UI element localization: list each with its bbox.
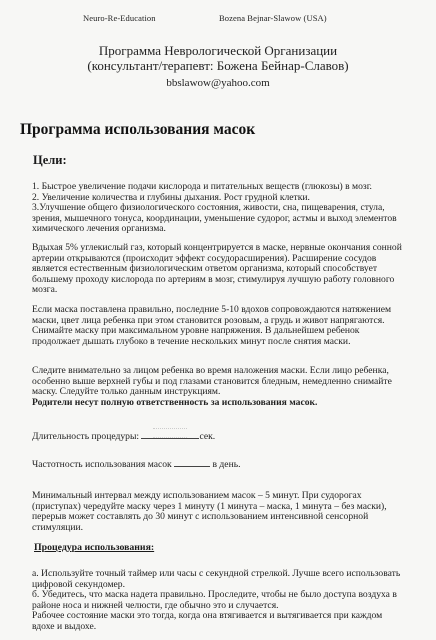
- procedure-list: а. Используйте точный таймер или часы с секундной стрелкой. Лучше всего использовать цифровой секундомер. б. Убедитесь, что маска надета правильно. Проследите, чтобы не было доступа воздуха в районе носа и нижней челюсти, где обычно это и случается. Рабочее состояние маски это тогда, когда она втягивается и вытягивается при каждом вдохе и выдохе.: [32, 568, 401, 632]
- paragraph-watch-face: Следите внимательно за лицом ребенка во время наложения маски. Если лицо ребенка, особенно выше верхней губы и под глазами становится бледным, немедленно снимайте маску. Следуйте только данным инструкциям.: [32, 365, 392, 397]
- paragraph-mask-fit: Если маска поставлена правильно, последние 5-10 вдохов сопровождаются натяжением маски, цвет лица ребенка при этом становится розовым, а грудь и живот напрягаются. Снимайте маску при максимальном уровне напряжения. В дальнейшем ребенок продолжает дышать глубоко в течение нескольких минут после снятия маски.: [32, 304, 392, 347]
- header-organization: Neuro-Re-Education: [83, 13, 156, 23]
- duration-row: [32, 430, 215, 442]
- header-consultant: (консультант/терапевт: Божена Бейнар-Славов): [87, 58, 349, 73]
- responsibility-note: Родители несут полную ответственность за использования масок.: [32, 397, 318, 408]
- document-title: Программа использования масок: [20, 121, 256, 138]
- procedure-heading: Процедура использования:: [34, 542, 155, 553]
- goals-heading: Цели:: [33, 153, 67, 167]
- duration-label: Длительность процедуры:: [32, 431, 140, 442]
- paragraph-co2: Вдыхая 5% углекислый газ, который концентрируется в маске, нервные окончания сонной артерии открываются (происходит эффект сосудорасширения). Расширение сосудов является естественным физиологическим ответом организма, который способствует большему проходу кислорода по артериям в мозг, стимулируя лучшую работу головного мозга.: [32, 242, 402, 295]
- header-author: Bozena Bejnar-Slawow (USA): [219, 13, 327, 23]
- frequency-label: Частотность использования масок: [32, 459, 172, 470]
- paragraph-interval: Минимальный интервал между использованием масок – 5 минут. При судорогах (приступах) чередуйте маску через 1 минуту (1 минута – маска, 1 минута – без маски), перерыв может составлять до 30 минут с использованием интенсивной сенсорной стимуляции.: [32, 490, 387, 533]
- goals-list: 1. Быстрое увеличение подачи кислорода и питательных веществ (глюкозы) в мозг. 2. Увеличение количества и глубины дыхания. Рост грудной клетки. 3.Улучшение общего физиологического состояния, живости, сна, пищеварения, стула, зрения, мышечного тонуса, координации, уменьшение судорог, астмы и выход элементов химического лечения организма.: [32, 181, 397, 234]
- duration-blank: [141, 430, 199, 439]
- frequency-unit: в день.: [212, 459, 241, 470]
- duration-unit: сек.: [199, 431, 216, 442]
- header-email: bbslawow@yahoo.com: [166, 77, 270, 89]
- frequency-row: [32, 458, 240, 470]
- header-program-title: Программа Неврологической Организации: [98, 43, 338, 58]
- frequency-blank: [174, 458, 210, 467]
